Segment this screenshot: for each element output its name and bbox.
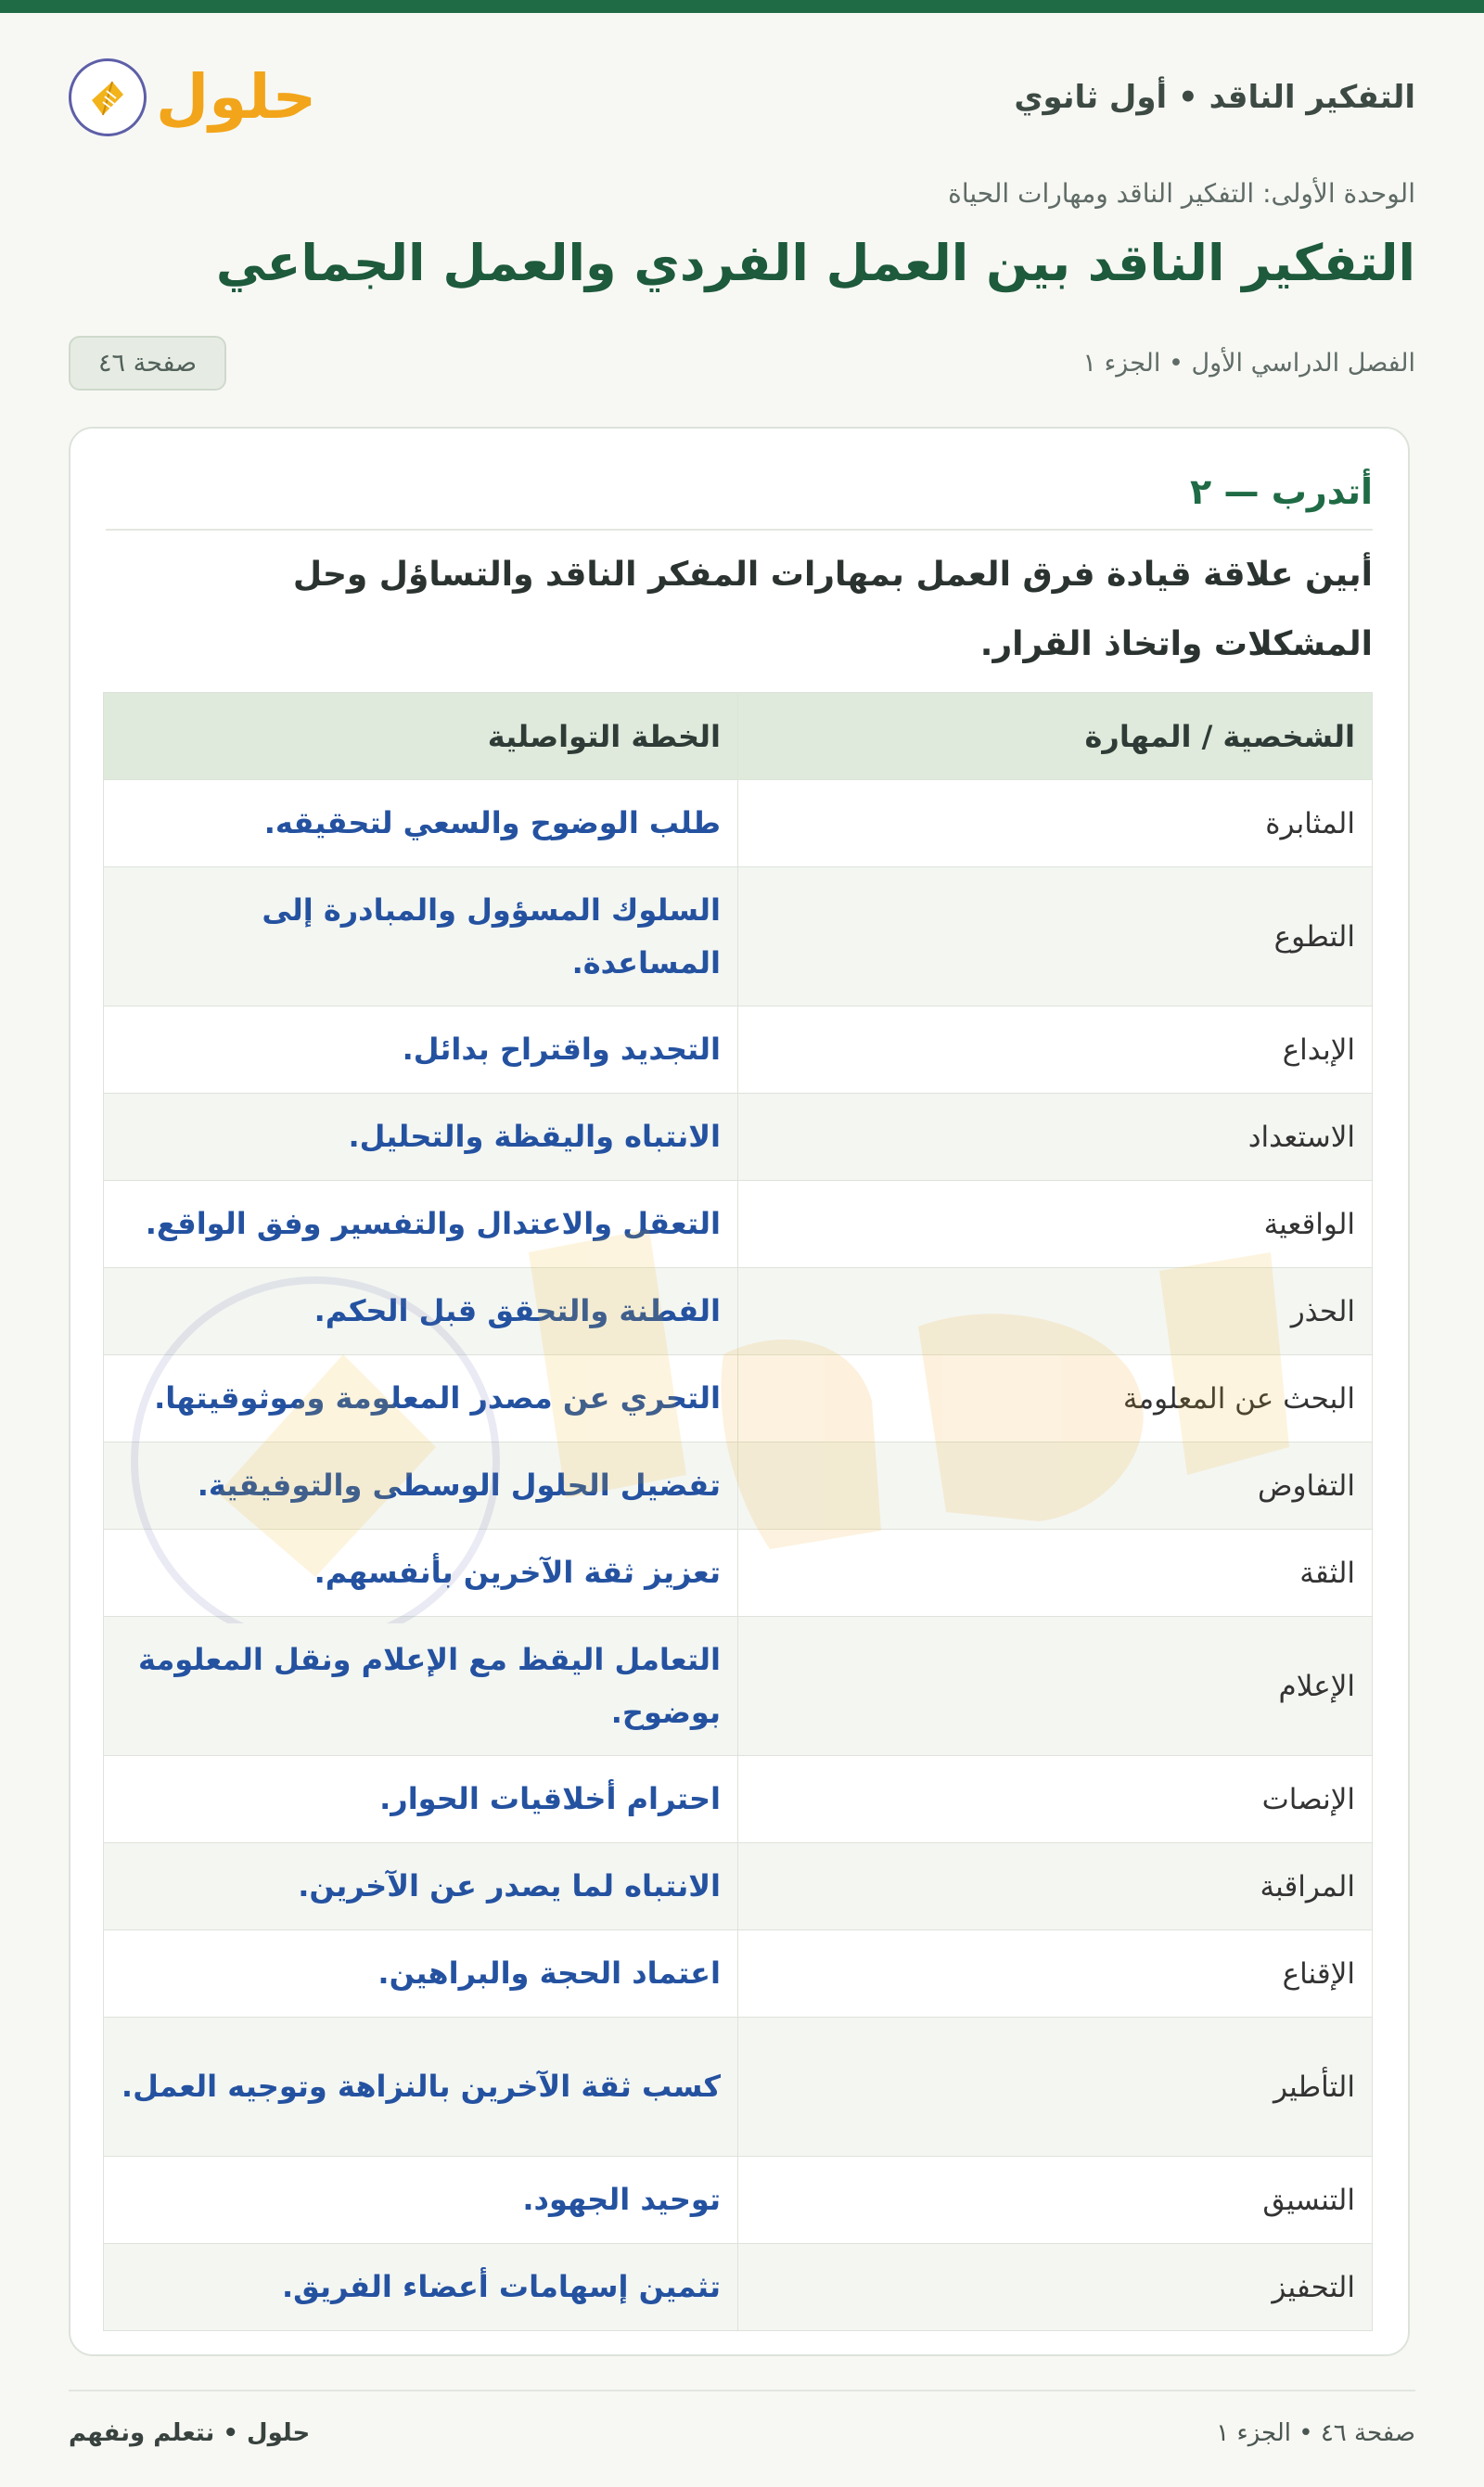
skill-cell: التأطير [738,2018,1373,2157]
table-row [104,2157,1373,2244]
plan-cell: توحيد الجهود. [104,2157,738,2244]
plan-cell: تعزيز ثقة الآخرين بأنفسهم. [104,1530,738,1617]
skill-cell: البحث عن المعلومة [738,1355,1373,1442]
skill-cell: الحذر [738,1268,1373,1355]
skill-cell: الإقناع [738,1930,1373,2018]
table-row [104,1181,1373,1268]
footer-page-info: صفحة ٤٦ • الجزء ١ [1216,2419,1415,2447]
skill-cell: الواقعية [738,1181,1373,1268]
skill-cell: التفاوض [738,1442,1373,1530]
page-header [69,51,1415,144]
page-badge: صفحة ٤٦ [69,336,226,391]
skill-cell: الإنصات [738,1756,1373,1843]
header-title: التفكير الناقد • أول ثانوي [1014,79,1415,116]
table-row [104,1930,1373,2018]
plan-cell: التعامل اليقظ مع الإعلام ونقل المعلومة بوضوح. [104,1617,738,1756]
footer-brand[interactable]: حلول • نتعلم ونفهم [69,2419,311,2447]
plan-cell: التجديد واقتراح بدائل. [104,1006,738,1094]
skill-cell: المراقبة [738,1843,1373,1930]
table-row [104,1442,1373,1530]
meta-row [69,332,1415,393]
answer-table [103,692,1373,2331]
top-accent-bar [0,0,1484,13]
table-row [104,2244,1373,2331]
table-row [104,1268,1373,1355]
book-icon [69,58,147,136]
table-row [104,1756,1373,1843]
table-row [104,2018,1373,2157]
plan-cell: التحري عن مصدر المعلومة وموثوقيتها. [104,1355,738,1442]
table-row [104,1006,1373,1094]
exercise-question: أبين علاقة قيادة فرق العمل بمهارات المفكر الناقد والتساؤل وحل المشكلات واتخاذ القرار. [292,556,1373,663]
column-header-skill: الشخصية / المهارة [738,693,1373,780]
skill-cell: الاستعداد [738,1094,1373,1181]
table-row [104,1530,1373,1617]
logo-text: حلول [156,61,317,133]
exercise-card [69,427,1410,2356]
term-info: الفصل الدراسي الأول • الجزء ١ [1082,348,1415,378]
table-row [104,780,1373,867]
skill-cell: التطوع [738,867,1373,1006]
skill-cell: التحفيز [738,2244,1373,2331]
plan-cell: الفطنة والتحقق قبل الحكم. [104,1268,738,1355]
skill-cell: الإبداع [738,1006,1373,1094]
table-row [104,1094,1373,1181]
plan-cell: تفضيل الحلول الوسطى والتوفيقية. [104,1442,738,1530]
skill-cell: الإعلام [738,1617,1373,1756]
plan-cell: الانتباه واليقظة والتحليل. [104,1094,738,1181]
page-footer [69,2390,1415,2475]
plan-cell: السلوك المسؤول والمبادرة إلى المساعدة. [104,867,738,1006]
table-row [104,1617,1373,1756]
column-header-plan: الخطة التواصلية [104,693,738,780]
skill-cell: الثقة [738,1530,1373,1617]
plan-cell: التعقل والاعتدال والتفسير وفق الواقع. [104,1181,738,1268]
skill-cell: التنسيق [738,2157,1373,2244]
skill-cell: المثابرة [738,780,1373,867]
exercise-heading: أتدرب — ٢ [1190,471,1373,512]
table-row [104,867,1373,1006]
table-row [104,1355,1373,1442]
plan-cell: طلب الوضوح والسعي لتحقيقه. [104,780,738,867]
plan-cell: اعتماد الحجة والبراهين. [104,1930,738,2018]
exercise-heading-row [106,455,1373,531]
plan-cell: كسب ثقة الآخرين بالنزاهة وتوجيه العمل. [104,2018,738,2157]
plan-cell: تثمين إسهامات أعضاء الفريق. [104,2244,738,2331]
plan-cell: احترام أخلاقيات الحوار. [104,1756,738,1843]
page-title: التفكير الناقد بين العمل الفردي والعمل الجماعي [215,234,1415,292]
plan-cell: الانتباه لما يصدر عن الآخرين. [104,1843,738,1930]
breadcrumb[interactable]: الوحدة الأولى: التفكير الناقد ومهارات الحياة [948,178,1415,209]
table-row [104,1843,1373,1930]
site-logo[interactable] [69,58,316,136]
